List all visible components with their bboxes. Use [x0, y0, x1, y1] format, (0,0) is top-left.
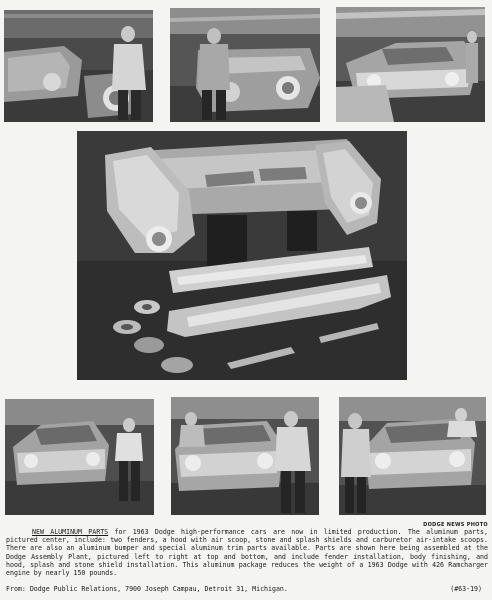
photo-bottom-left-image: [5, 399, 154, 515]
photo-top-right-image: [336, 7, 485, 122]
photo-top-center: [170, 8, 320, 122]
photo-bottom-right-image: [339, 397, 486, 515]
footer: [6, 585, 488, 594]
photo-top-center-image: [170, 8, 320, 122]
caption: [6, 528, 488, 577]
release-number: (#63-19): [450, 585, 482, 593]
photo-bottom-right: [339, 397, 486, 515]
photo-top-right: [336, 7, 485, 122]
photo-top-left-image: [4, 10, 153, 122]
photo-top-left: [4, 10, 153, 122]
photo-bottom-left: [5, 399, 154, 515]
caption-body: for 1963 Dodge high-performance cars are now in limited production. The aluminum parts, pictured center, include: two fenders, a hood with air scoop, stone and splash shields and carburetor air-intake scoops. There are also an aluminum bumper and special aluminum trim parts available. Parts are shown here being assembled at the Dodge Assembly Plant, pictured left to right at top and bottom, and include fender installation, body finishing, and hood, splash and stone shield installation. This aluminum package reduces the weight of a 1963 Dodge with 426 Ramcharger engine by nearly 150 pounds.: [6, 528, 488, 578]
caption-lead: NEW ALUMINUM PARTS: [32, 528, 109, 536]
photo-center: [77, 131, 407, 380]
footer-from: From: Dodge Public Relations, 7900 Joseph Campau, Detroit 31, Michigan.: [6, 585, 288, 593]
photo-credit: DODGE NEWS PHOTO: [423, 522, 488, 528]
photo-center-image: [77, 131, 407, 380]
photo-bottom-center-image: [171, 397, 319, 515]
photo-bottom-center: [171, 397, 319, 515]
